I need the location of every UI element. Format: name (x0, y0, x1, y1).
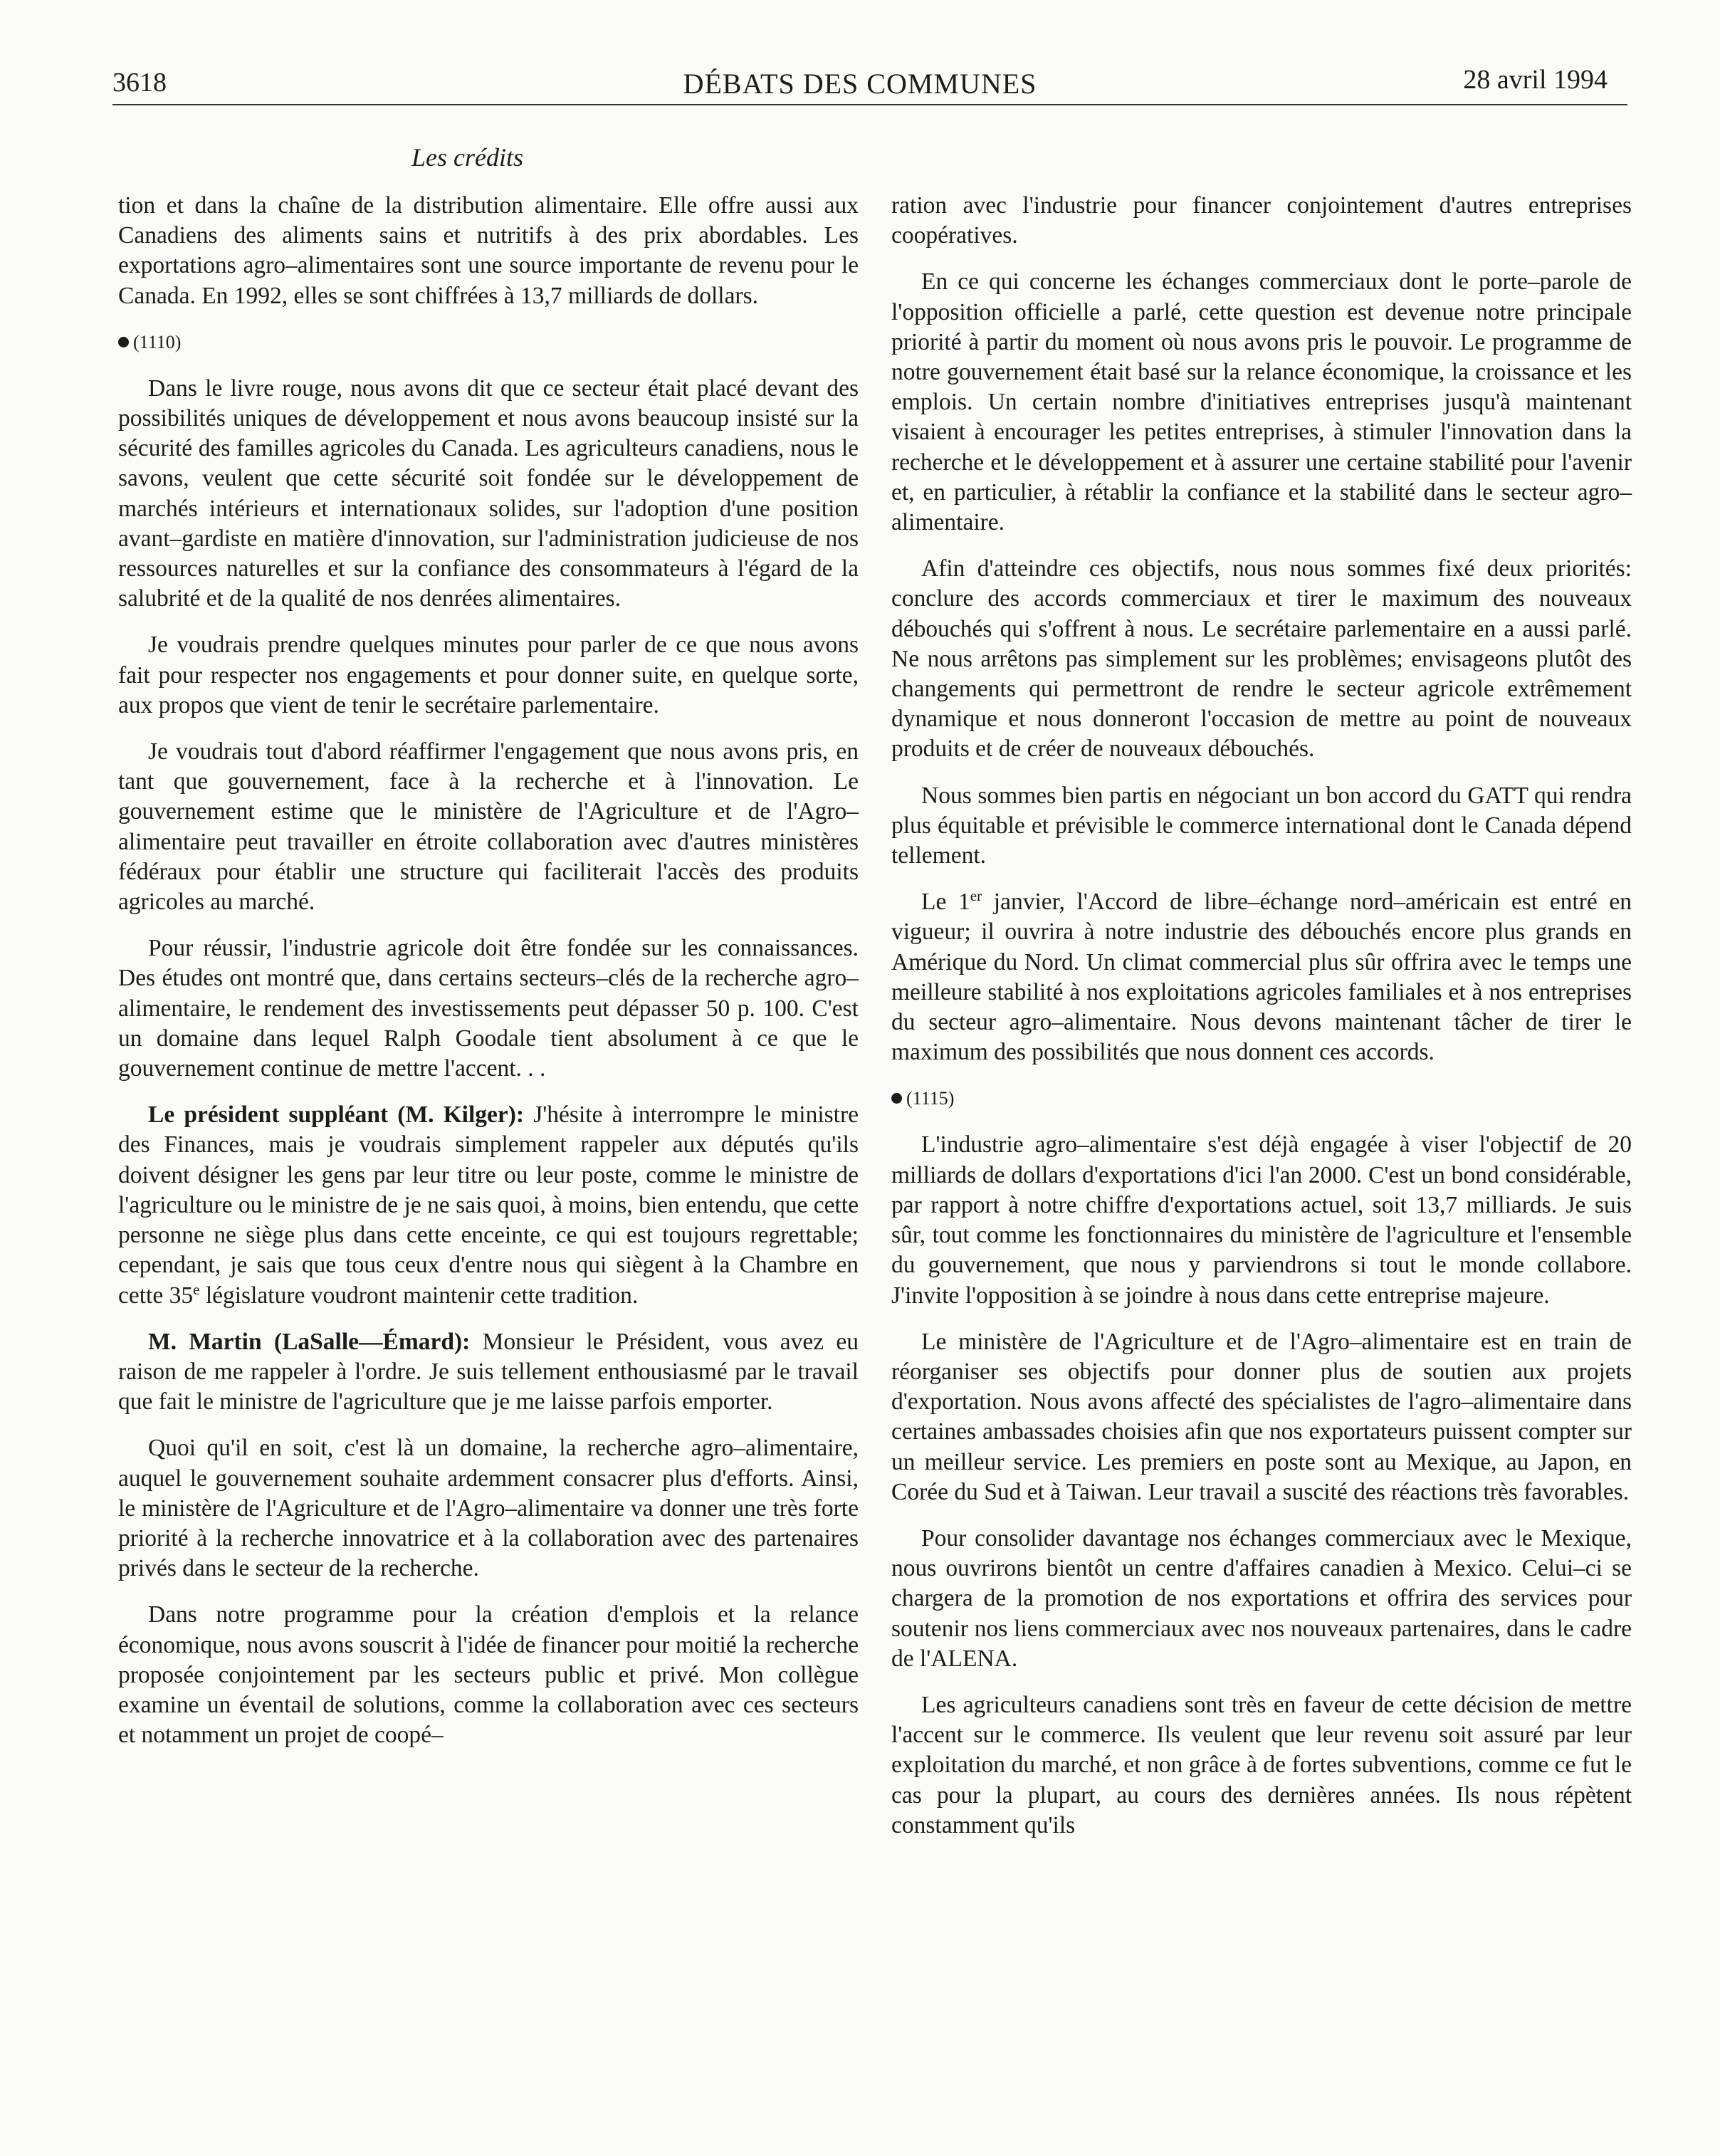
paragraph-text: janvier, l'Accord de libre–échange nord–américain est entré en vigueur; il ouvrira à notre industrie des débouchés encore plus grands en Amérique du Nord. Un climat commercial plus sûr offrira avec le temps une meilleure stabilité à nos exploitations agricoles familiales et à nos entreprises du secteur agro–alimentaire. Nous devons maintenant tâcher de tirer le maximum des possibilités que nous donnent ces accords. (891, 889, 1632, 1066)
paragraph: Le ministère de l'Agriculture et de l'Agro–alimentaire est en train de réorganiser ses objectifs pour donner plus de soutien aux projets d'exportation. Nous avons affecté des spécialistes de l'agro–alimentaire dans certaines ambassades choisies afin que nos exportateurs puissent compter sur un meilleur service. Les premiers en poste sont au Mexique, au Japon, en Corée du Sud et à Taiwan. Leur travail a suscité des réactions très favorables. (891, 1328, 1632, 1505)
paragraph: Pour consolider davantage nos échanges commerciaux avec le Mexique, nous ouvrirons bientôt un centre d'affaires canadien à Mexico. Celui–ci se chargera de la promotion de nos exportations et offrira des services pour soutenir nos liens commerciaux avec nos nouveaux partenaires, dans le cadre de l'ALENA. (891, 1524, 1632, 1672)
speaker-name: M. Martin (LaSalle—Émard): (148, 1328, 471, 1355)
time-marker (891, 1084, 1632, 1114)
bullet-icon (891, 1093, 902, 1104)
bullet-icon (118, 337, 129, 347)
paragraph: Dans notre programme pour la création d'emplois et la relance économique, nous avons souscrit à l'idée de financer pour moitié la recherche proposée conjointement par les secteurs public et privé. Mon collègue examine un éventail de solutions, comme la collaboration avec ces secteurs et notamment un projet de coopé– (118, 1601, 859, 1749)
header-rule (112, 104, 1627, 105)
paragraph: En ce qui concerne les échanges commerciaux dont le porte–parole de l'opposition officielle a parlé, cette question est devenue notre principale priorité à partir du moment où nous avons pris le pouvoir. Le programme de notre gouvernement était basé sur la relance économique, la croissance et les emplois. Un certain nombre d'initiatives entreprises jusqu'à maintenant visaient à encourager les petites entreprises, à stimuler l'innovation dans la recherche et le développement et à assurer une certaine stabilité pour l'avenir et, en particulier, à rétablir la confiance et la stabilité dans le secteur agro–alimentaire. (891, 268, 1632, 536)
page-number: 3618 (112, 68, 167, 98)
paragraph: Afin d'atteindre ces objectifs, nous nous sommes fixé deux priorités: conclure des accords commerciaux et tirer le maximum des nouveaux débouchés qui s'offrent à nous. Le secrétaire parlementaire en a aussi parlé. Ne nous arrêtons pas simplement sur les problèmes; envisageons plutôt des changements qui permettront de rendre le secteur agricole extrêmement dynamique et nous donneront l'occasion de mettre au point de nouveaux produits et de créer de nouveaux débouchés. (891, 555, 1632, 763)
paragraph: ration avec l'industrie pour financer conjointement d'autres entreprises coopératives. (891, 192, 1632, 249)
publication-date: 28 avril 1994 (1463, 65, 1608, 95)
speech-text: législature voudront maintenir cette tradition. (199, 1282, 639, 1309)
paragraph: Je voudrais tout d'abord réaffirmer l'engagement que nous avons pris, en tant que gouvernement, face à la recherche et à l'innovation. Le gouvernement estime que le ministère de l'Agriculture et de l'Agro–alimentaire peut travailler en étroite collaboration avec d'autres ministères fédéraux pour établir une structure qui faciliterait l'accès des produits agricoles au marché. (118, 738, 859, 916)
speaker-paragraph (118, 1327, 859, 1418)
paragraph-start: Le 1 (921, 889, 970, 916)
section-title: Les crédits (411, 143, 523, 172)
speech-text: Monsieur le Président, vous avez eu raison de me rappeler à l'ordre. Je suis tellement enthousiasmé par le travail que fait le ministre de l'agriculture que je me laisse parfois emporter. (118, 1328, 859, 1415)
left-column (118, 191, 859, 1767)
paragraph: Dans le livre rouge, nous avons dit que ce secteur était placé devant des possibilités uniques de développement et nous avons beaucoup insisté sur la sécurité des familles agricoles du Canada. Les agriculteurs canadiens, nous le savons, veulent que cette sécurité soit fondée sur le développement de marchés intérieurs et internationaux solides, sur l'adoption d'une position avant–gardiste en matière d'innovation, sur l'administration judicieuse de nos ressources naturelles et sur la confiance des consommateurs à l'égard de la salubrité et de la qualité de nos denrées alimentaires. (118, 375, 859, 612)
paragraph: tion et dans la chaîne de la distribution alimentaire. Elle offre aussi aux Canadiens des aliments sains et nutritifs à des prix abordables. Les exportations agro–alimentaires sont une source importante de revenu pour le Canada. En 1992, elles se sont chiffrées à 13,7 milliards de dollars. (118, 192, 859, 309)
paragraph: Pour réussir, l'industrie agricole doit être fondée sur les connaissances. Des études ont montré que, dans certains secteurs–clés de la recherche agro–alimentaire, le rendement des investissements peut dépasser 50 p. 100. C'est un domaine dans lequel Ralph Goodale tient absolument à ce que le gouvernement continue de mettre l'accent. . . (118, 935, 859, 1082)
speaker-paragraph (118, 1100, 859, 1310)
speaker-name: Le président suppléant (M. Kilger): (148, 1101, 525, 1129)
paragraph: L'industrie agro–alimentaire s'est déjà engagée à viser l'objectif de 20 milliards de dollars d'exportations d'ici l'an 2000. C'est un bond considérable, par rapport à notre chiffre d'exportations actuel, soit 13,7 milliards. Je suis sûr, tout comme les fonctionnaires du ministère de l'agriculture et l'ensemble du gouvernement, que nous y parviendrons si tout le monde collabore. J'invite l'opposition à se joindre à nous dans cette entreprise majeure. (891, 1131, 1632, 1309)
time-marker-label: (1110) (133, 331, 182, 352)
right-column (891, 191, 1632, 1857)
time-marker-label: (1115) (906, 1088, 955, 1109)
speech-text: J'hésite à interrompre le ministre des Finances, mais je voudrais simplement rappeler aux députés qu'ils doivent désigner les gens par leur titre ou leur poste, comme le ministre de l'agriculture ou le ministre de je ne sais quoi, à moins, bien entendu, que cette personne ne siège plus dans cette enceinte, ce qui est toujours regrettable; cependant, je sais que tous ceux d'entre nous qui siègent à la Chambre en cette 35 (118, 1101, 859, 1309)
paragraph: Quoi qu'il en soit, c'est là un domaine, la recherche agro–alimentaire, auquel le gouvernement souhaite ardemment consacrer plus d'efforts. Ainsi, le ministère de l'Agriculture et de l'Agro–alimentaire va donner une très forte priorité à la recherche innovatrice et à la collaboration avec des partenaires privés dans le secteur de la recherche. (118, 1435, 859, 1582)
ordinal-suffix: e (193, 1280, 200, 1298)
paragraph: Nous sommes bien partis en négociant un bon accord du GATT qui rendra plus équitable et prévisible le commerce international dont le Canada dépend tellement. (891, 782, 1632, 869)
publication-title: DÉBATS DES COMMUNES (683, 68, 1037, 100)
paragraph (891, 887, 1632, 1067)
paragraph: Je voudrais prendre quelques minutes pour parler de ce que nous avons fait pour respecter nos engagements et pour donner suite, en quelque sorte, aux propos que vient de tenir le secrétaire parlementaire. (118, 632, 859, 718)
paragraph: Les agriculteurs canadiens sont très en faveur de cette décision de mettre l'accent sur le commerce. Ils veulent que leur revenu soit assuré par leur exploitation du marché, et non grâce à de fortes subventions, comme ce fut le cas pour la plupart, au cours des dernières années. Ils nous répètent constamment qu'ils (891, 1691, 1632, 1838)
time-marker (118, 328, 859, 357)
ordinal-suffix: er (970, 887, 982, 905)
